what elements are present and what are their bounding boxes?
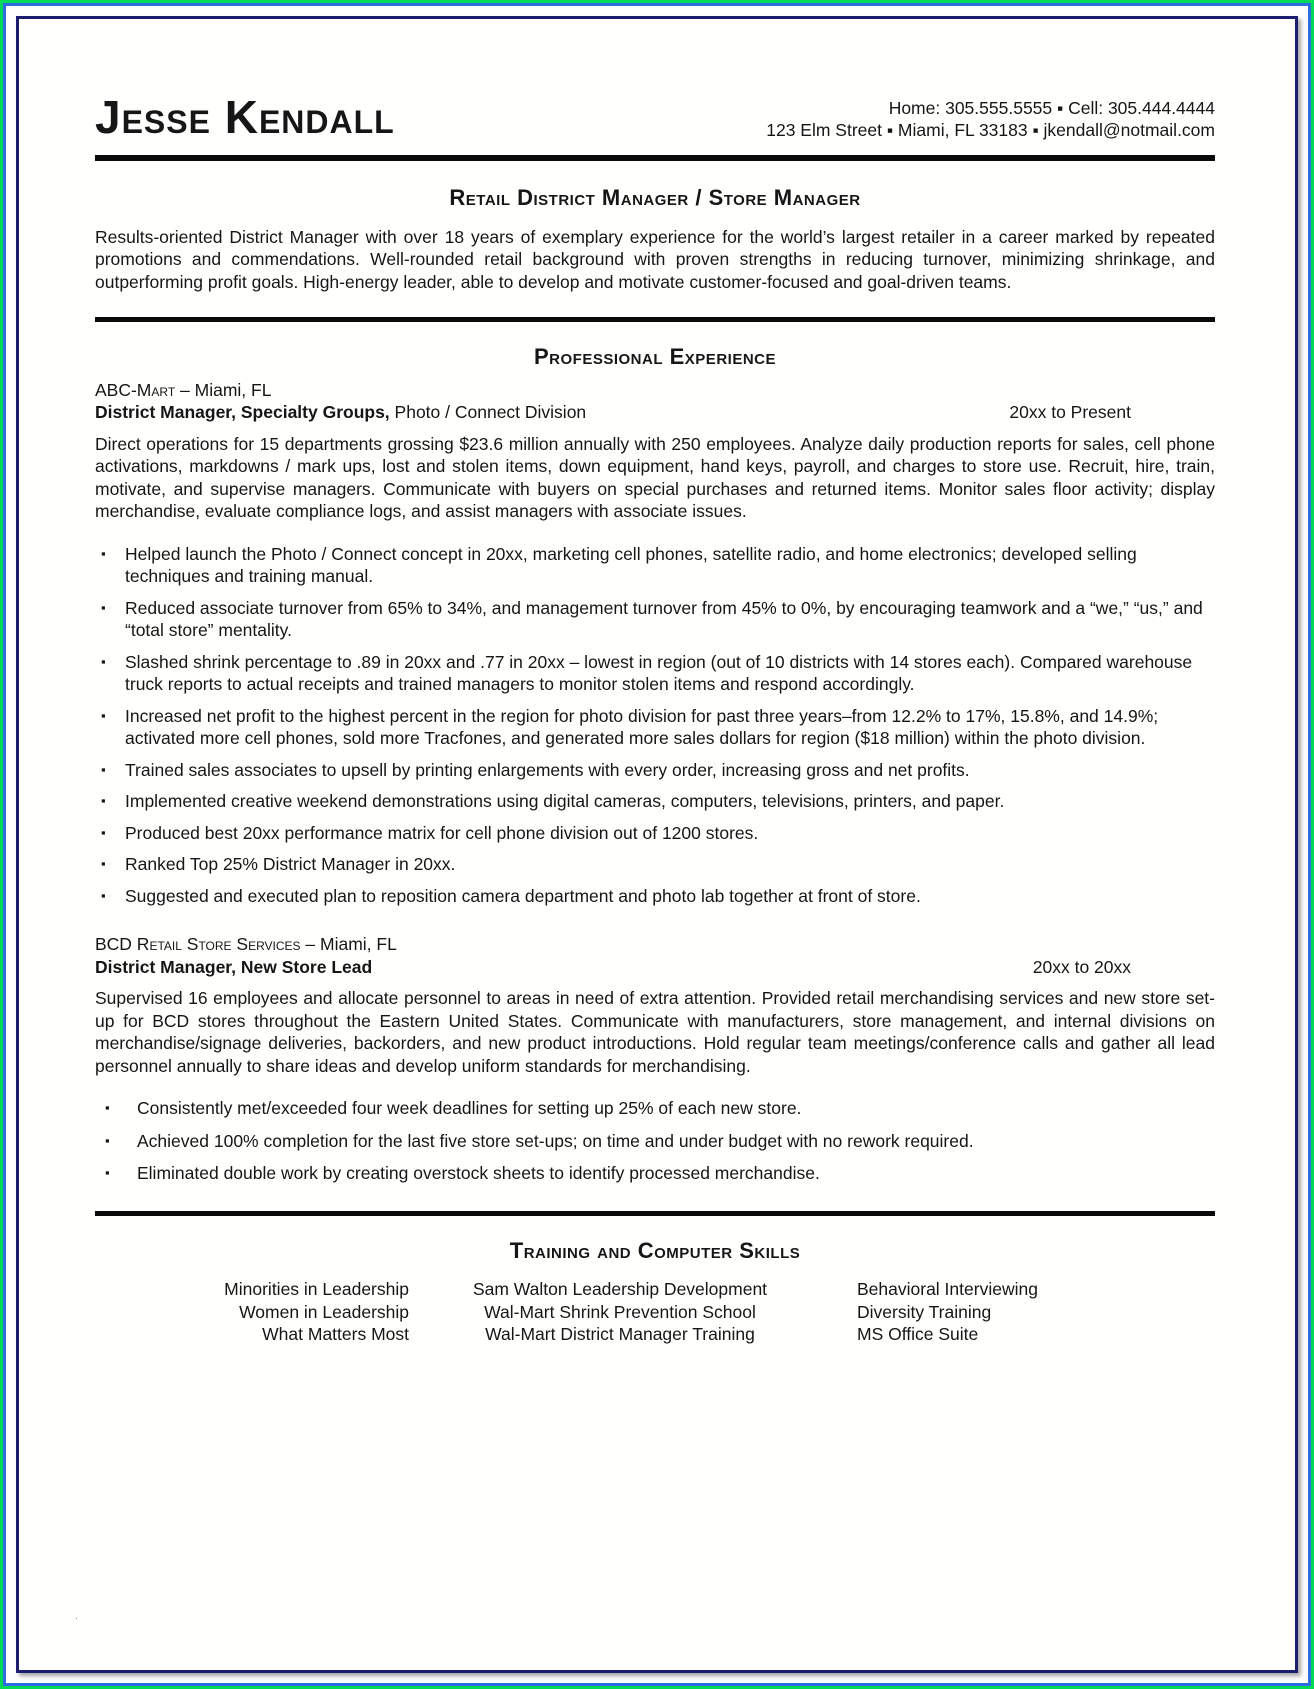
list-item: [95, 597, 1215, 642]
resume-page: [16, 16, 1298, 1673]
job-description: Direct operations for 15 departments grossing $23.6 million annually with 250 employees. Analyze daily production reports for sales, cell phone activations, markdowns / mark ups, lost and stolen items, down equipment, hand keys, payroll, and charges to store use. Recruit, hire, train, motivate, and supervise managers. Communicate with buyers on special purchases and returned items. Monitor sales floor activity; display merchandise, evaluate compliance logs, and assist managers with associate issues.: [95, 433, 1215, 521]
role-title: District Manager, Specialty Groups,: [95, 402, 390, 422]
bullet-icon: ▪: [101, 761, 106, 777]
skill-cell: What Matters Most: [262, 1324, 409, 1344]
list-item-text: Eliminated double work by creating overstock sheets to identify processed merchandise.: [137, 1163, 820, 1183]
contact-address-line: 123 Elm Street ▪ Miami, FL 33183 ▪ jkendall@notmail.com: [766, 120, 1215, 140]
role-dates: 20xx to 20xx: [1032, 956, 1131, 977]
skill-cell: Behavioral Interviewing: [857, 1279, 1038, 1299]
list-item-text: Increased net profit to the highest percent in the region for photo division for past three years–from 12.2% to 17%, 15.8%, and 14.9%; activated more cell phones, sold more Tracfones, and generated more sales dollars for region ($18 million) within the photo division.: [125, 705, 1159, 748]
resume-title: Retail District Manager / Store Manager: [449, 185, 861, 210]
bullet-icon: ▪: [101, 887, 106, 903]
bullet-icon: ▪: [101, 856, 106, 871]
company-name: ABC-Mart: [95, 379, 176, 400]
bullet-icon: ▪: [101, 545, 106, 561]
list-item: [95, 822, 1215, 845]
role-line: [95, 401, 586, 424]
list-item-text: Trained sales associates to upsell by printing enlargements with every order, increasing gross and net profits.: [125, 759, 970, 780]
bullet-icon: ▪: [105, 1165, 110, 1180]
bullet-icon: ▪: [101, 824, 106, 840]
skills-heading: Training and Computer Skills: [509, 1237, 801, 1263]
bullet-icon: ▪: [105, 1132, 110, 1148]
achievement-list: [95, 543, 1215, 908]
list-item: [95, 1130, 1215, 1153]
job-description: Supervised 16 employees and allocate personnel to areas in need of extra attention. Provided retail merchandising services and new store set-up for BCD stores throughout the Eastern United States. Communicate with manufacturers, store management, and internal divisions on merchandise/signage deliveries, backorders, and new product introductions. Hold regular team meetings/conference calls and gather all lead personnel annually to share ideas and develop uniform standards for merchandising.: [95, 988, 1215, 1076]
skill-cell: Diversity Training: [857, 1301, 992, 1322]
skill-cell: Women in Leadership: [239, 1301, 409, 1322]
header: [95, 93, 1215, 141]
list-item-text: Ranked Top 25% District Manager in 20xx.: [125, 854, 456, 874]
company-line: [95, 379, 1215, 402]
skill-cell: Minorities in Leadership: [224, 1279, 409, 1299]
company-line: [95, 933, 1215, 956]
section-divider: [95, 317, 1215, 322]
skill-cell: Wal-Mart Shrink Prevention School: [484, 1301, 756, 1322]
list-item-text: Produced best 20xx performance matrix for cell phone division out of 1200 stores.: [125, 822, 759, 843]
contact-info: [766, 97, 1215, 141]
skills-table: [95, 1278, 1215, 1346]
list-item: [95, 705, 1215, 750]
list-item: [95, 885, 1215, 908]
bullet-icon: ▪: [105, 1100, 110, 1115]
list-item-text: Slashed shrink percentage to .89 in 20xx and .77 in 20xx – lowest in region (out of 10 districts with 14 stores each). Compared warehouse truck reports to actual receipts and trained managers to monitor stolen items and respond accordingly.: [125, 651, 1193, 694]
summary-paragraph: Results-oriented District Manager with over 18 years of exemplary experience for the world’s largest retailer in a career marked by repeated promotions and commendations. Well-rounded retail background with proven strengths in reducing turnover, minimizing shrinkage, and outperforming profit goals. High-energy leader, able to develop and motivate customer-focused and goal-driven teams.: [95, 226, 1215, 292]
company-location: – Miami, FL: [175, 379, 272, 400]
scan-artifact-dot: .: [75, 1610, 78, 1622]
skill-cell: Sam Walton Leadership Development: [472, 1279, 768, 1299]
candidate-name: Jesse Kendall: [95, 91, 395, 143]
role-row: [95, 956, 1215, 979]
bullet-icon: ▪: [101, 599, 106, 615]
skill-cell: Wal-Mart District Manager Training: [485, 1324, 755, 1344]
section-divider: [95, 1211, 1215, 1216]
list-item-text: Suggested and executed plan to reposition camera department and photo lab together at front of store.: [125, 885, 921, 906]
header-divider: [95, 155, 1215, 161]
decorative-frame-middle: [3, 3, 1311, 1686]
company-location: – Miami, FL: [300, 934, 397, 954]
experience-heading: Professional Experience: [534, 344, 776, 369]
list-item: [95, 1162, 1215, 1185]
list-item: [95, 651, 1215, 696]
list-item-text: Reduced associate turnover from 65% to 34%, and management turnover from 45% to 0%, by encouraging teamwork and a “we,” “us,” and “total store” mentality.: [125, 597, 1203, 640]
list-item: [95, 1097, 1215, 1120]
achievement-list: [95, 1097, 1215, 1185]
company-name: BCD Retail Store Services: [95, 934, 301, 954]
list-item-text: Implemented creative weekend demonstrations using digital cameras, computers, televisions, printers, and paper.: [125, 791, 1005, 811]
skill-cell: MS Office Suite: [857, 1324, 979, 1344]
list-item: [95, 543, 1215, 588]
list-item-text: Consistently met/exceeded four week deadlines for setting up 25% of each new store.: [137, 1098, 802, 1118]
role-dates: 20xx to Present: [1009, 402, 1131, 422]
contact-phone-line: Home: 305.555.5555 ▪ Cell: 305.444.4444: [888, 98, 1215, 118]
bullet-icon: ▪: [101, 793, 106, 808]
role-line: [95, 956, 372, 979]
list-item: [95, 759, 1215, 782]
bullet-icon: ▪: [101, 707, 106, 723]
role-title: District Manager, New Store Lead: [95, 956, 373, 977]
list-item: [95, 790, 1215, 813]
list-item-text: Helped launch the Photo / Connect concept in 20xx, marketing cell phones, satellite radio, and home electronics; developed selling techniques and training manual.: [125, 543, 1137, 586]
role-suffix: Photo / Connect Division: [389, 402, 587, 422]
role-row: [95, 401, 1215, 424]
list-item: [95, 853, 1215, 876]
list-item-text: Achieved 100% completion for the last five store set-ups; on time and under budget with no rework required.: [137, 1130, 974, 1151]
bullet-icon: ▪: [101, 653, 106, 669]
